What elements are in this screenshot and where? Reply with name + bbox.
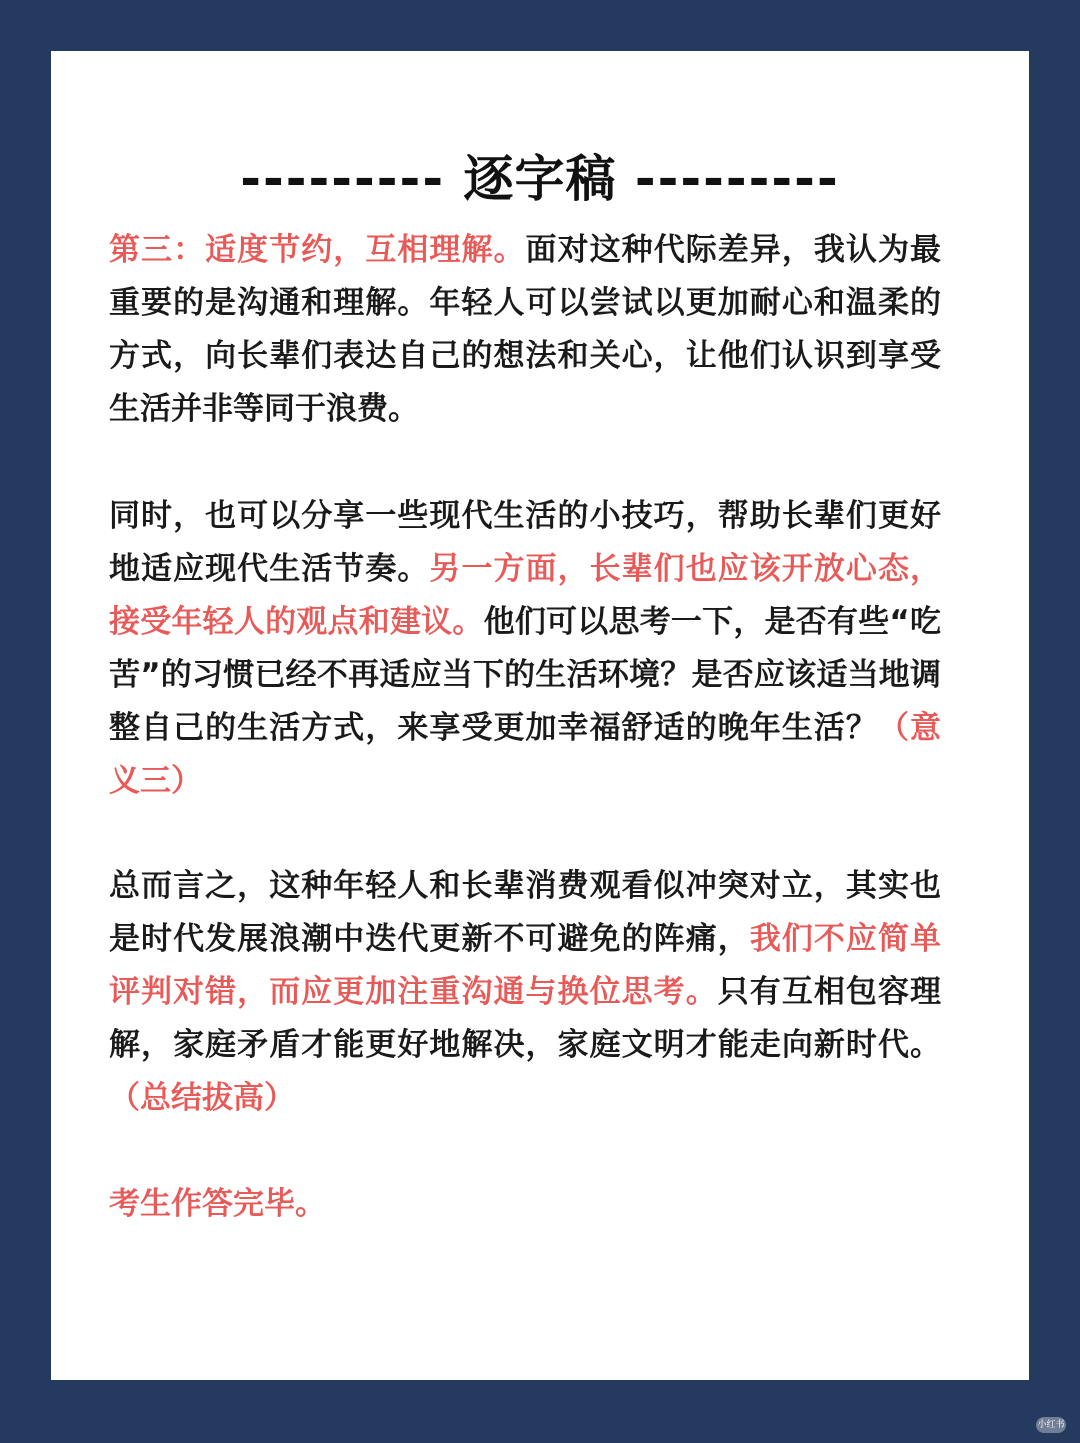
paragraph-3 xyxy=(109,860,941,1125)
paragraph-4 xyxy=(109,1178,941,1231)
paragraph-1 xyxy=(109,224,941,436)
closing-text: 考生作答完毕。 xyxy=(109,1186,326,1222)
body-text: 他们可以思考一下，是否有些“吃苦”的习惯已经不再适应当下的生活环境？是否应该适当地调整自己的生活方式，来享受更加幸福舒适的晚年生活？ xyxy=(109,604,942,746)
highlight-text: 第三：适度节约，互相理解。 xyxy=(109,232,526,268)
highlight-tag: （总结拔高） xyxy=(109,1080,295,1116)
paragraph-2 xyxy=(109,490,941,808)
watermark-logo: 小红书 xyxy=(1036,1417,1066,1433)
title-dashes-left: --------- xyxy=(240,150,446,208)
body-text: 面对这种代际差异，我认为最重要的是沟通和理解。年轻人可以尝试以更加耐心和温柔的方式，向长辈们表达自己的想法和关心，让他们认识到享受生活并非等同于浪费。 xyxy=(109,232,942,427)
highlight-text: 我们不应简单评判对错，而应更加注重沟通与换位思考。 xyxy=(109,921,942,1010)
title-dashes-right: --------- xyxy=(634,150,840,208)
highlight-tag: （意义三） xyxy=(109,710,942,799)
title-text: 逐字稿 xyxy=(463,150,617,208)
body-text: 总而言之，这种年轻人和长辈消费观看似冲突对立，其实也是时代发展浪潮中迭代更新不可避免的阵痛， xyxy=(109,868,941,957)
body-text: 同时，也可以分享一些现代生活的小技巧，帮助长辈们更好地适应现代生活节奏。 xyxy=(109,498,941,587)
body-text: 只有互相包容理解，家庭矛盾才能更好地解决，家庭文明才能走向新时代。 xyxy=(109,974,942,1063)
page-title xyxy=(51,139,1029,211)
highlight-text: 另一方面，长辈们也应该开放心态，接受年轻人的观点和建议。 xyxy=(109,551,942,640)
